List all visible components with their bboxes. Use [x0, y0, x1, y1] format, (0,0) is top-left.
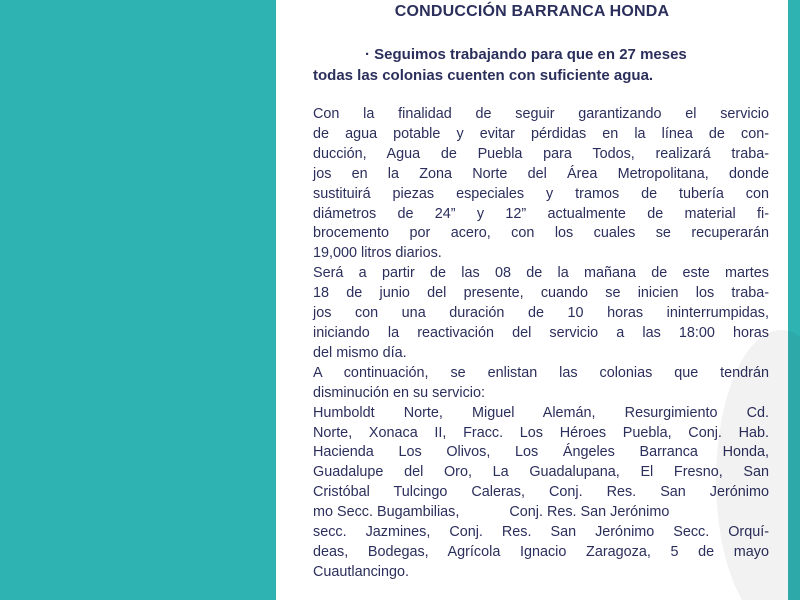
teal-side-band — [0, 0, 276, 600]
body-line: Humboldt Norte, Miguel Alemán, Resurgimiento Cd. — [313, 404, 769, 421]
body-line: 18 de junio del presente, cuando se inicien los traba- — [313, 285, 769, 302]
body-line-part: Conj. Res. San Jerónimo — [509, 504, 670, 521]
lead-paragraph — [313, 44, 769, 86]
body-line: secc. Jazmines, Conj. Res. San Jerónimo Secc. Orquí- — [313, 524, 769, 541]
body-line: iniciando la reactivación del servicio a las 18:00 horas — [313, 324, 769, 341]
body-line — [313, 503, 769, 523]
article-body — [313, 105, 769, 583]
body-line: Será a partir de las 08 de la mañana de este martes — [313, 265, 769, 282]
body-line: Con la finalidad de seguir garantizando el servicio — [313, 106, 769, 122]
body-line: 19,000 litros diarios. — [313, 245, 442, 262]
body-line: jos en la Zona Norte del Área Metropolitana, donde — [313, 165, 769, 182]
article-content — [276, 0, 788, 600]
article-title: CONDUCCIÓN BARRANCA HONDA — [394, 3, 670, 20]
lead-line: · Seguimos trabajando para que en 27 meses — [365, 46, 687, 63]
body-line: Cuautlancingo. — [313, 563, 410, 580]
body-line: brocemento por acero, con los cuales se recuperarán — [313, 225, 769, 242]
lead-line: todas las colonias cuenten con suficiente agua. — [313, 67, 654, 84]
body-line: de agua potable y evitar pérdidas en la línea de con- — [313, 125, 769, 142]
body-line: Cristóbal Tulcingo Caleras, Conj. Res. San Jerónimo — [313, 484, 769, 501]
body-line: sustituirá piezas especiales y tramos de tubería con — [313, 185, 769, 202]
body-line: ducción, Agua de Puebla para Todos, realizará traba- — [313, 145, 769, 162]
body-line: diámetros de 24” y 12” actualmente de material fi- — [313, 205, 769, 222]
body-line: Guadalupe del Oro, La Guadalupana, El Fresno, San — [313, 464, 769, 481]
body-line: A continuación, se enlistan las colonias que tendrán — [313, 364, 769, 381]
body-line: deas, Bodegas, Agrícola Ignacio Zaragoza, 5 de mayo — [313, 543, 769, 560]
body-line: disminución en su servicio: — [313, 384, 485, 401]
body-line: Norte, Xonaca II, Fracc. Los Héroes Puebla, Conj. Hab. — [313, 424, 769, 441]
body-line-part: mo Secc. Bugambilias, — [313, 504, 460, 521]
body-line: del mismo día. — [313, 344, 407, 361]
body-line: Hacienda Los Olivos, Los Ángeles Barranca Honda, — [313, 444, 769, 461]
body-line: jos con una duración de 10 horas ininterrumpidas, — [313, 305, 769, 322]
